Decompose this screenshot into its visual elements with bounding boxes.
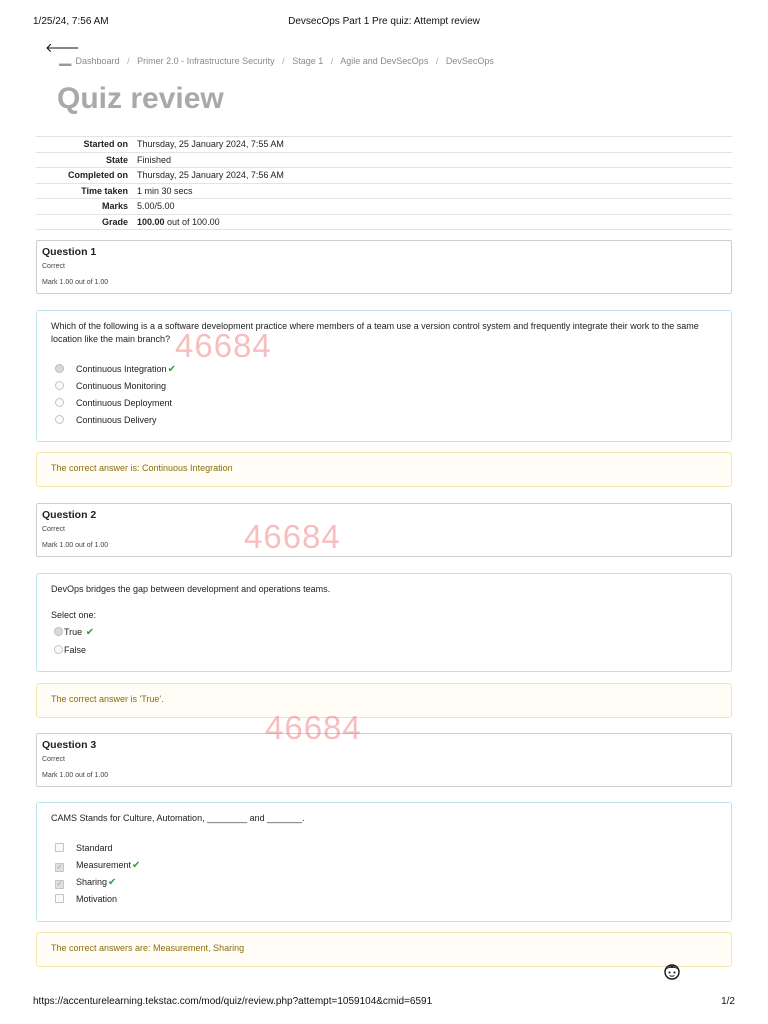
option-label: Sharing: [76, 877, 108, 887]
breadcrumb-activity[interactable]: DevSecOps: [445, 56, 494, 66]
select-one-prompt: Select one:: [51, 610, 97, 620]
answer-option[interactable]: [54, 645, 86, 657]
summary-row-marks: [36, 199, 732, 215]
question-formulation-3: [36, 802, 732, 922]
right-answer-text: The correct answer is: Continuous Integration: [51, 463, 233, 473]
correct-check-icon: ✔: [108, 877, 117, 888]
checkbox[interactable]: [55, 894, 64, 903]
feedback-box: [36, 683, 732, 718]
right-answer-text: The correct answer is 'True'.: [51, 694, 164, 704]
summary-value: Thursday, 25 January 2024, 7:56 AM: [137, 170, 284, 181]
question-info-2: [36, 503, 732, 557]
summary-value: Thursday, 25 January 2024, 7:55 AM: [137, 139, 284, 150]
page-number: 1/2: [721, 996, 735, 1007]
answer-option[interactable]: [55, 381, 166, 393]
chatbot-face-icon[interactable]: [662, 961, 682, 981]
option-label: Continuous Deployment: [76, 398, 173, 408]
option-label: Standard: [76, 843, 113, 853]
option-label: Measurement: [76, 860, 132, 870]
checkbox[interactable]: [55, 843, 64, 852]
feedback-box: [36, 452, 732, 487]
question-mark: Mark 1.00 out of 1.00: [42, 279, 109, 286]
question-state: Correct: [42, 756, 65, 763]
right-answer-text: The correct answers are: Measurement, Sharing: [51, 943, 245, 953]
summary-label: Started on: [83, 139, 128, 150]
breadcrumb-stage[interactable]: Stage 1: [292, 56, 324, 66]
question-state: Correct: [42, 263, 65, 270]
question-number: Question 2: [42, 509, 97, 521]
summary-label: Marks: [101, 201, 128, 212]
print-title: DevsecOps Part 1 Pre quiz: Attempt review: [288, 16, 480, 27]
answer-option[interactable]: [55, 415, 157, 427]
breadcrumb-dashboard[interactable]: Dashboard: [75, 56, 120, 66]
option-label: Continuous Monitoring: [76, 381, 167, 391]
answer-option[interactable]: [55, 860, 140, 872]
question-text: Which of the following is a a software development practice where members of a team use a version control system and frequently integrate their work to the same location like the main branch?: [51, 321, 699, 344]
grade-out-of: out of 100.00: [164, 216, 220, 227]
summary-row-started: [36, 137, 732, 153]
question-text: CAMS Stands for Culture, Automation, ________ and _______.: [51, 813, 305, 823]
breadcrumb-separator: /: [330, 56, 334, 66]
question-info-1: [36, 240, 732, 294]
summary-label: Grade: [101, 216, 128, 227]
option-label: Continuous Integration: [76, 364, 167, 374]
option-label: True: [64, 627, 83, 637]
answer-option[interactable]: [55, 843, 113, 855]
option-label: Continuous Delivery: [76, 415, 157, 425]
question-formulation-1: [36, 310, 732, 442]
summary-label: Completed on: [68, 170, 128, 181]
summary-label: State: [105, 154, 128, 165]
back-arrow-icon[interactable]: 🡐: [45, 40, 80, 55]
page-title: Quiz review: [57, 82, 224, 115]
attempt-summary-table: [36, 136, 732, 230]
radio-button-checked[interactable]: [54, 627, 63, 636]
watermark: 46684: [244, 518, 341, 555]
question-mark: Mark 1.00 out of 1.00: [42, 772, 109, 779]
question-state: Correct: [42, 526, 65, 533]
radio-button[interactable]: [55, 415, 64, 424]
checkbox-checked[interactable]: ✓: [56, 864, 63, 871]
summary-value: 5.00/5.00: [137, 201, 175, 212]
watermark: 46684: [175, 327, 272, 364]
correct-check-icon: ✔: [167, 364, 176, 375]
grade-value: 100.00: [137, 216, 165, 227]
correct-check-icon: ✔: [132, 860, 141, 871]
option-label: False: [64, 645, 87, 655]
question-mark: Mark 1.00 out of 1.00: [42, 542, 109, 549]
summary-row-grade: [36, 214, 732, 230]
summary-row-completed: [36, 168, 732, 184]
question-text: DevOps bridges the gap between development and operations teams.: [51, 584, 331, 594]
radio-button[interactable]: [55, 381, 64, 390]
summary-value: Finished: [137, 154, 172, 165]
radio-button[interactable]: [54, 645, 63, 654]
option-label: Motivation: [76, 894, 118, 904]
page-url: https://accenturelearning.tekstac.com/mod/quiz/review.php?attempt=1059104&cmid=6591: [33, 996, 433, 1007]
breadcrumb-section[interactable]: Agile and DevSecOps: [340, 56, 429, 66]
breadcrumb-separator: /: [282, 56, 285, 66]
breadcrumb-course[interactable]: Primer 2.0 - Infrastructure Security: [137, 56, 275, 66]
breadcrumb: [59, 56, 494, 66]
summary-row-time: [36, 183, 732, 199]
question-number: Question 3: [42, 739, 97, 751]
answer-option[interactable]: [55, 877, 116, 889]
question-info-3: [36, 733, 732, 787]
answer-option[interactable]: [55, 398, 172, 410]
breadcrumb-separator: /: [435, 56, 439, 66]
print-date: 1/25/24, 7:56 AM: [33, 16, 109, 27]
question-formulation-2: [36, 573, 732, 672]
home-icon[interactable]: ▂▂: [59, 57, 72, 66]
answer-option[interactable]: [55, 364, 176, 376]
answer-option[interactable]: [55, 894, 117, 906]
summary-value: 1 min 30 secs: [137, 185, 193, 196]
answer-option[interactable]: [54, 627, 94, 639]
summary-label: Time taken: [81, 185, 128, 196]
feedback-box: [36, 932, 732, 967]
summary-value: [137, 214, 732, 230]
radio-button[interactable]: [55, 398, 64, 407]
watermark: 46684: [265, 709, 362, 746]
question-number: Question 1: [42, 246, 97, 258]
radio-button-checked[interactable]: [55, 364, 64, 373]
print-header: [33, 16, 735, 30]
breadcrumb-separator: /: [127, 56, 130, 66]
checkbox-checked[interactable]: ✓: [56, 881, 63, 888]
correct-check-icon: ✔: [85, 627, 95, 638]
summary-row-state: [36, 152, 732, 168]
